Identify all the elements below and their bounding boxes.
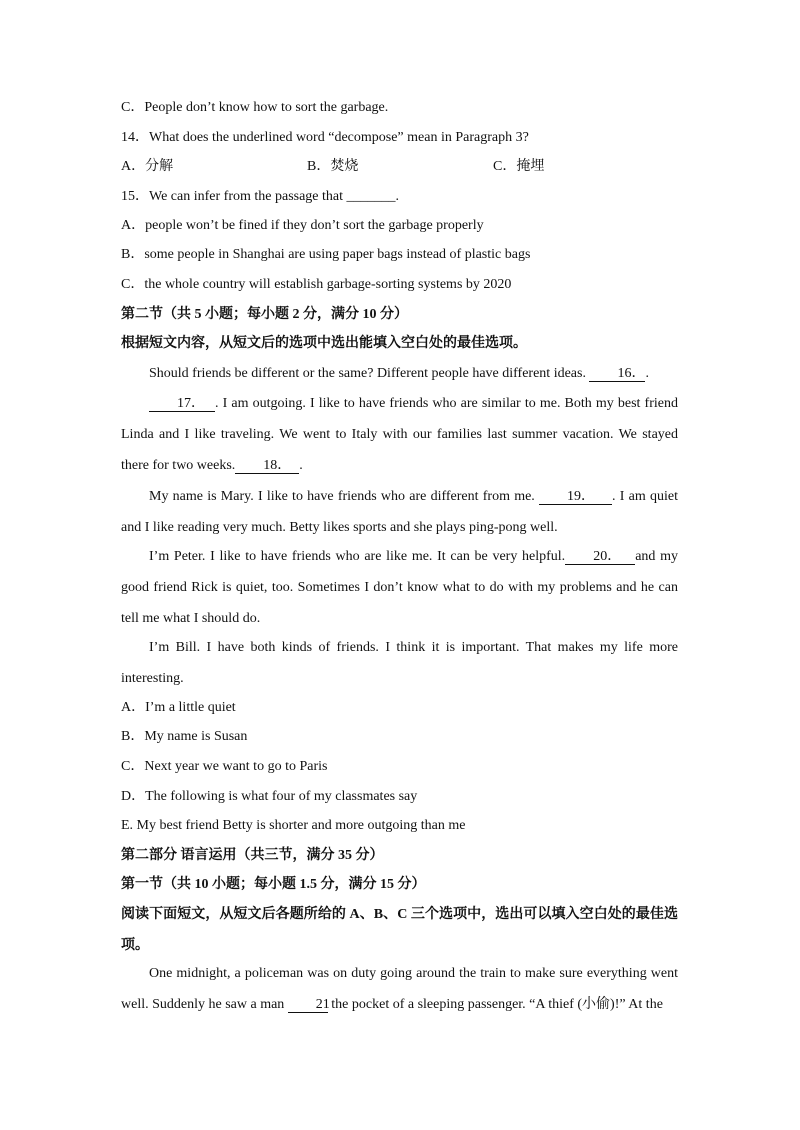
section2-instruction: 根据短文内容，从短文后的选项中选出能填入空白处的最佳选项。 bbox=[121, 336, 527, 351]
section2-heading: 第二节（共 5 小题；每小题 2 分，满分 10 分） bbox=[121, 307, 408, 322]
q14-options bbox=[121, 158, 678, 176]
q15-question-text: 15．We can infer from the passage that bbox=[121, 189, 347, 204]
part2-instruction: 阅读下面短文，从短文后各题所给的 A、B、C 三个选项中，选出可以填入空白处的最佳选项。 bbox=[121, 907, 678, 953]
option-a: A．I’m a little quiet bbox=[121, 700, 236, 715]
option-d: D．The following is what four of my classmates say bbox=[121, 789, 418, 804]
paragraph-3-text-end: . I am quiet and I like reading very much. Betty likes sports and she plays ping-pong well. bbox=[121, 489, 678, 535]
paragraph-1-text: Should friends be different or the same? Different people have different ideas. bbox=[149, 366, 590, 381]
paragraph-3-text: My name is Mary. I like to have friends who are different from me. bbox=[149, 489, 540, 504]
q14-question: 14．What does the underlined word “decompose” mean in Paragraph 3? bbox=[121, 130, 529, 145]
blank-19 bbox=[539, 489, 612, 505]
blank-18-label: 18． bbox=[263, 458, 292, 473]
paragraph-1-end: . bbox=[645, 366, 649, 381]
blank-17-label: 17． bbox=[177, 396, 205, 411]
q14-option-a: A．分解 bbox=[121, 159, 174, 174]
blank-16 bbox=[589, 366, 645, 382]
q15-question-end: . bbox=[395, 189, 400, 204]
paragraph-4-text-end: and my good friend Rick is quiet, too. Sometimes I don’t know what to do with my problems and he can tell me what I should do. bbox=[121, 549, 678, 626]
q15-option-a: A．people won’t be fined if they don’t sort the garbage properly bbox=[121, 218, 484, 233]
part2-sub-heading: 第一节（共 10 小题；每小题 1.5 分，满分 15 分） bbox=[121, 877, 426, 892]
paragraph-2-text: . I am outgoing. I like to have friends who are similar to me. Both my best friend Linda and I like traveling. We went to Italy with our families last summer vacation. We stayed there for two weeks. bbox=[121, 396, 678, 473]
passage-paragraph-2 bbox=[121, 388, 678, 481]
option-b: B．My name is Susan bbox=[121, 729, 248, 744]
q15-option-c: C．the whole country will establish garbage-sorting systems by 2020 bbox=[121, 277, 512, 292]
part2-heading: 第二部分 语言运用（共三节，满分 35 分） bbox=[121, 848, 384, 863]
q15-option-b: B．some people in Shanghai are using paper bags instead of plastic bags bbox=[121, 247, 531, 262]
option-e: E. My best friend Betty is shorter and more outgoing than me bbox=[121, 818, 466, 833]
passage-paragraph-3 bbox=[121, 481, 678, 543]
passage-paragraph-1 bbox=[121, 358, 678, 389]
blank-19-label: 19． bbox=[567, 489, 596, 504]
passage-paragraph-4 bbox=[121, 541, 678, 634]
option-c: C．Next year we want to go to Paris bbox=[121, 759, 328, 774]
paragraph-2-end: . bbox=[299, 458, 303, 473]
blank-21-label: 21 bbox=[315, 997, 330, 1012]
q15-blank: _______ bbox=[346, 189, 396, 204]
part2-paragraph-1-text-end: the pocket of a sleeping passenger. “A thief (小偷)!” At the bbox=[327, 997, 663, 1012]
q14-option-c: C．掩埋 bbox=[493, 159, 545, 174]
part2-paragraph-1-text: One midnight, a policeman was on duty going around the train to make sure everything went well. Suddenly he saw a man bbox=[121, 966, 678, 1012]
q15-question bbox=[121, 188, 399, 206]
paragraph-4-text: I’m Peter. I like to have friends who are like me. It can be very helpful. bbox=[149, 549, 566, 564]
blank-18 bbox=[235, 458, 299, 474]
part2-paragraph-1 bbox=[121, 958, 678, 1020]
passage-paragraph-5: I’m Bill. I have both kinds of friends. I think it is important. That makes my life more interesting. bbox=[121, 640, 678, 686]
blank-16-label: 16． bbox=[617, 366, 646, 381]
blank-21 bbox=[288, 997, 328, 1013]
q14-option-b: B．焚烧 bbox=[307, 159, 359, 174]
blank-20 bbox=[565, 549, 635, 565]
blank-20-label: 20． bbox=[593, 549, 622, 564]
q13-option-c: C．People don’t know how to sort the garbage. bbox=[121, 100, 389, 115]
blank-17 bbox=[149, 396, 215, 412]
